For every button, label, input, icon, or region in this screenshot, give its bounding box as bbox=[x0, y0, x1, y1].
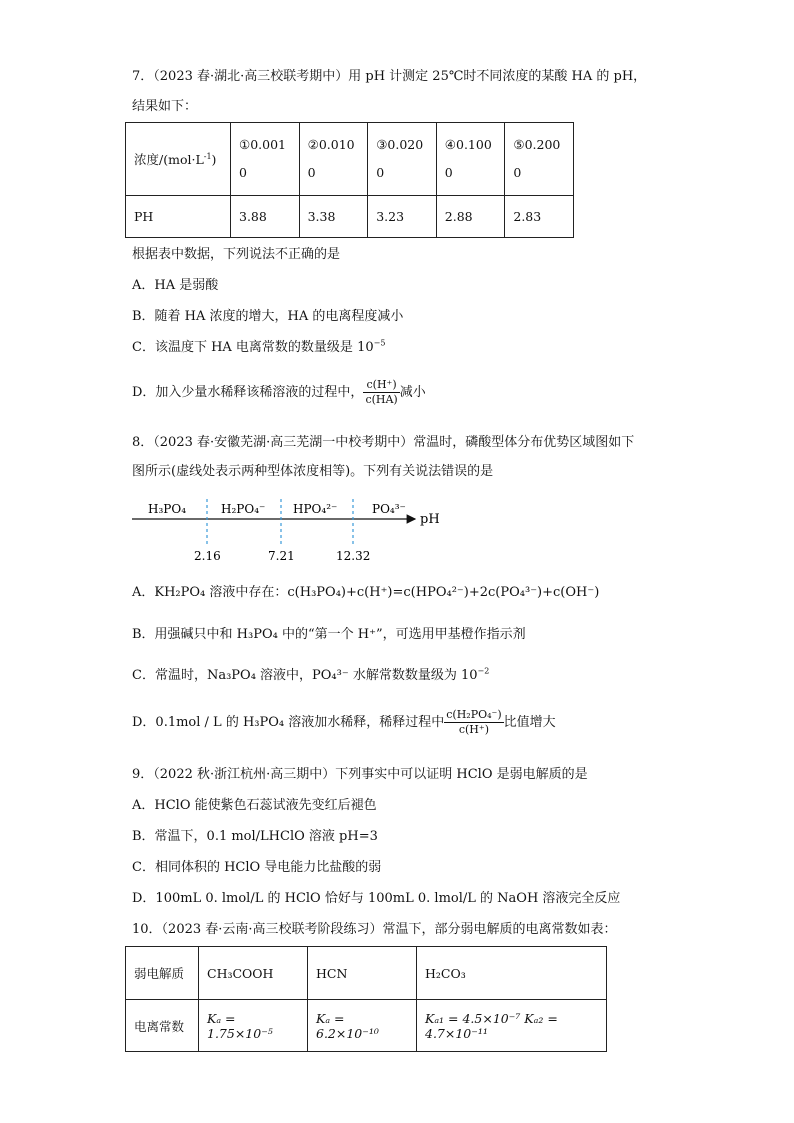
q9-option-b: B．常温下，0.1 mol/LHClO 溶液 pH=3 bbox=[132, 829, 378, 844]
q8-tick-1: 2.16 bbox=[194, 549, 221, 563]
q10-row-label: 电离常数 bbox=[126, 1000, 199, 1052]
q7-ph-5: 2.83 bbox=[505, 196, 574, 238]
q10-header-h2co3: H₂CO₃ bbox=[417, 947, 607, 1000]
q7-line1: 7．（2023 春·湖北·高三校联考期中）用 pH 计测定 25℃时不同浓度的某酸 HA 的 pH， bbox=[132, 69, 647, 84]
q10-k-h2co3: Kₐ₁ = 4.5×10⁻⁷ Kₐ₂ = 4.7×10⁻¹¹ bbox=[417, 1000, 607, 1052]
q7-ph-2: 3.38 bbox=[299, 196, 368, 238]
q8-axis-label: pH bbox=[420, 512, 440, 527]
q9-option-a: A．HClO 能使紫色石蕊试液先变红后褪色 bbox=[132, 798, 377, 813]
q10-header-ch3cooh: CH₃COOH bbox=[199, 947, 308, 1000]
q7-table bbox=[125, 122, 574, 238]
q9-option-d: D．100mL 0. lmol/L 的 HClO 恰好与 100mL 0. lmol/L 的 NaOH 溶液完全反应 bbox=[132, 891, 621, 906]
q7-line2: 结果如下： bbox=[132, 99, 198, 114]
q8-d-fraction: $\frac{\text{c(H₂PO₄⁻)}}{c(H^+)}$ bbox=[446, 708, 502, 736]
q8-option-c: C．常温时，Na₃PO₄ 溶液中，PO₄³⁻ 水解常数数量级为 $10^{-2}$ bbox=[132, 666, 490, 683]
q9-line1: 9．（2022 秋·浙江杭州·高三期中）下列事实中可以证明 HClO 是弱电解质的是 bbox=[132, 767, 588, 782]
q10-header-electrolyte: 弱电解质 bbox=[126, 947, 199, 1000]
q7-conc-2: ②0.010 0 bbox=[299, 123, 368, 196]
q7-ph-4: 2.88 bbox=[436, 196, 505, 238]
q7-option-c: C．该温度下 HA 电离常数的数量级是 $10^{-5}$ bbox=[132, 338, 386, 355]
q7-conc-5: ⑤0.200 0 bbox=[505, 123, 574, 196]
q8-line1: 8．（2023 春·安徽芜湖·高三芜湖一中校考期中）常温时，磷酸型体分布优势区域图如下 bbox=[132, 435, 635, 450]
q8-tick-2: 7.21 bbox=[268, 549, 295, 563]
q7-conc-3: ③0.020 0 bbox=[368, 123, 437, 196]
q9-option-c: C．相同体积的 HClO 导电能力比盐酸的弱 bbox=[132, 860, 382, 875]
q7-ph-3: 3.23 bbox=[368, 196, 437, 238]
q10-line1: 10．（2023 春·云南·高三校联考阶段练习）常温下，部分弱电解质的电离常数如表： bbox=[132, 922, 617, 937]
q7-conc-1: ①0.001 0 bbox=[231, 123, 300, 196]
q10-k-hcn: Kₐ = 6.2×10⁻¹⁰ bbox=[308, 1000, 417, 1052]
q7-option-a: A．HA 是弱酸 bbox=[132, 278, 219, 293]
q8-option-a: A．KH₂PO₄ 溶液中存在：c(H₃PO₄)+c(H⁺)=c(HPO₄²⁻)+2c(PO₄³⁻)+c(OH⁻) bbox=[132, 585, 600, 600]
q8-tick-3: 12.32 bbox=[336, 549, 371, 563]
q10-header-hcn: HCN bbox=[308, 947, 417, 1000]
q7-option-d: D．加入少量水稀释该稀溶液的过程中， $\frac{c(H^+)}{c(HA)}$ 减小 bbox=[132, 378, 426, 406]
q8-species-3: HPO₄²⁻ bbox=[293, 502, 338, 516]
q7-conc-4: ④0.100 0 bbox=[436, 123, 505, 196]
q8-option-d: D．0.1mol / L 的 H₃PO₄ 溶液加水稀释，稀释过程中 $\frac{\text{c(H₂PO₄⁻)}}{c(H^+)}$ 比值增大 bbox=[132, 708, 556, 736]
q10-k-ch3cooh: Kₐ = 1.75×10⁻⁵ bbox=[199, 1000, 308, 1052]
q8-species-2: H₂PO₄⁻ bbox=[221, 502, 266, 516]
q8-species-4: PO₄³⁻ bbox=[372, 502, 406, 516]
q7-table-conc-label: 浓度$/(mol\cdot L^{-1})$ bbox=[126, 123, 231, 196]
q8-line2: 图所示(虚线处表示两种型体浓度相等)。下列有关说法错误的是 bbox=[132, 464, 494, 479]
q8-distribution-diagram bbox=[130, 494, 450, 566]
q7-ph-1: 3.88 bbox=[231, 196, 300, 238]
q8-option-b: B．用强碱只中和 H₃PO₄ 中的“第一个 H⁺”，可选用甲基橙作指示剂 bbox=[132, 627, 526, 642]
q7-option-b: B．随着 HA 浓度的增大，HA 的电离程度减小 bbox=[132, 309, 404, 324]
q7-stem: 根据表中数据，下列说法不正确的是 bbox=[132, 247, 341, 262]
q7-d-fraction: $\frac{c(H^+)}{c(HA)}$ bbox=[365, 378, 398, 406]
q7-table-ph-label: PH bbox=[126, 196, 231, 238]
q8-species-1: H₃PO₄ bbox=[148, 502, 186, 516]
q10-table bbox=[125, 946, 607, 1052]
